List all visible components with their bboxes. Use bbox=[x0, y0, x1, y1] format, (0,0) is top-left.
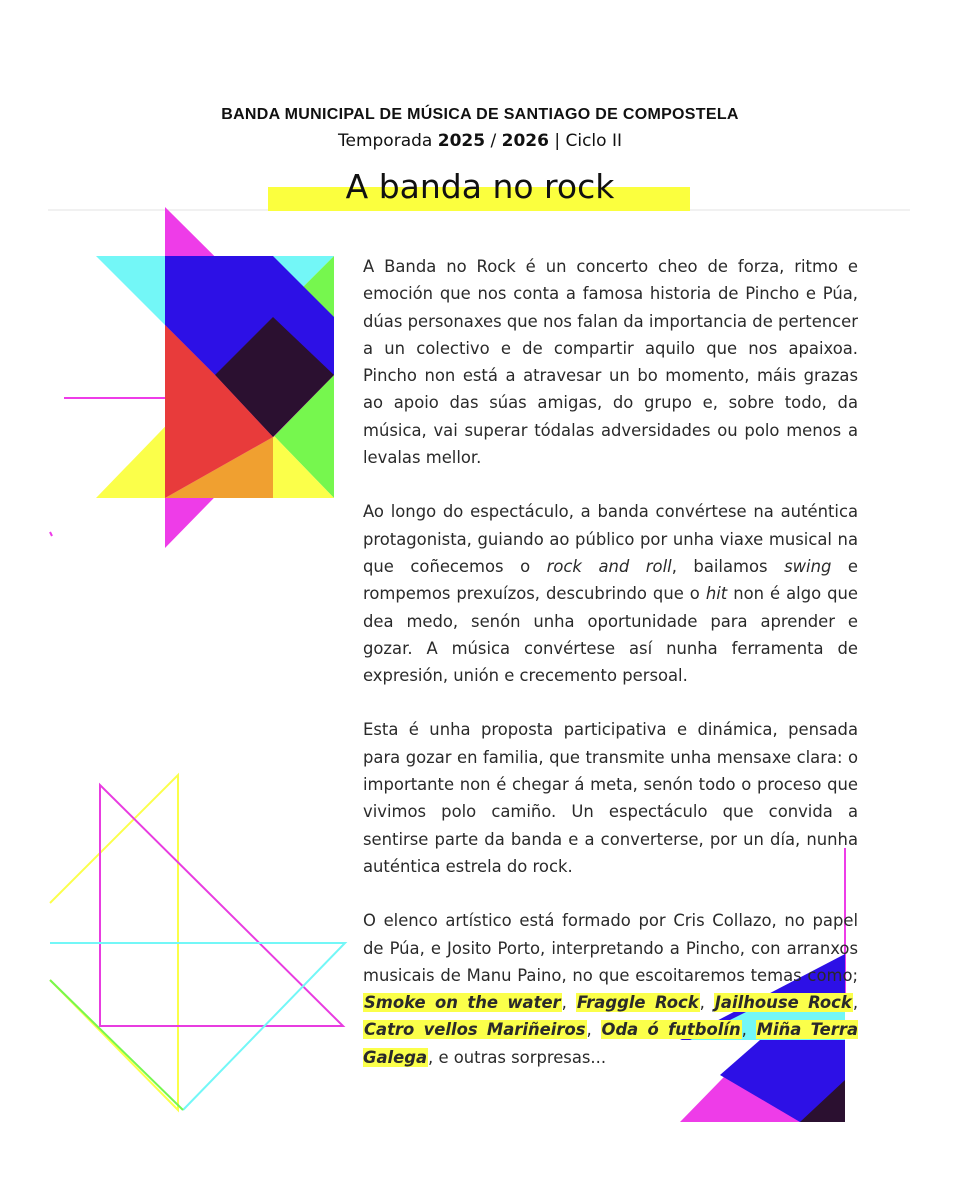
p2-text-b: , bailamos bbox=[671, 556, 785, 576]
bottom-left-line-art bbox=[50, 775, 345, 1110]
song-2: Fraggle Rock bbox=[576, 993, 699, 1013]
song-5: Oda ó futbolín bbox=[601, 1020, 741, 1040]
paragraph-1: A Banda no Rock é un concerto cheo de forza, ritmo e emoción que nos conta a famosa historia de Pincho e Púa, dúas personaxes que nos falan da importancia de pertencer a un colectivo e de compartir aquilo que nos apaixoa. Pincho non está a atravesar un bo momento, máis grazas ao apoio das súas amigas, do grupo e, sobre todo, da música, vai superar tódalas adversidades ou polo menos a levalas mellor. bbox=[363, 257, 858, 468]
p2-hit: hit bbox=[705, 584, 728, 604]
p2-text-d: non é algo que dea medo, senón unha oportunidade para aprender e gozar. A música convértese así nunha ferramenta de expresión, unión e crecemento persoal. bbox=[363, 584, 859, 686]
song-1: Smoke on the water bbox=[364, 993, 561, 1013]
p4-intro: O elenco artístico está formado por Cris Collazo, no papel de Púa, e Josito Porto, interpretando a Pincho, con arranxos musicais de Manu Paino, no que escoitaremos temas como; bbox=[363, 911, 858, 985]
song-separator: , bbox=[741, 1020, 756, 1040]
organization-name: BANDA MUNICIPAL DE MÚSICA DE SANTIAGO DE COMPOSTELA bbox=[221, 106, 739, 123]
p2-text-c: e rompemos prexuízos, descubrindo que o bbox=[363, 556, 859, 604]
season-prefix: Temporada bbox=[338, 131, 433, 151]
top-left-prism-art bbox=[50, 207, 334, 548]
song-separator: , bbox=[561, 993, 576, 1013]
song-separator: , bbox=[586, 1020, 601, 1040]
song-separator: , bbox=[699, 993, 714, 1013]
p2-swing: swing bbox=[784, 556, 832, 576]
season-end: 2026 bbox=[501, 131, 549, 151]
season-separator: / bbox=[490, 131, 497, 151]
song-separator: , bbox=[852, 993, 859, 1013]
article-body bbox=[363, 253, 858, 1098]
page-title: A banda no rock bbox=[345, 167, 615, 206]
song-4: Catro vellos Mariñeiros bbox=[364, 1020, 586, 1040]
paragraph-3: Esta é unha proposta participativa e dinámica, pensada para gozar en familia, que transmite unha mensaxe clara: o importante non é chegar á meta, senón todo o proceso que vivimos polo camiño. Un espectáculo que convida a sentirse parte da banda e a converterse, por un día, nunha auténtica estrela do rock. bbox=[363, 720, 858, 876]
p4-outro: , e outras sorpresas... bbox=[428, 1047, 607, 1067]
paragraph-2 bbox=[363, 498, 858, 689]
season-start: 2025 bbox=[437, 131, 486, 151]
p2-rock-and-roll: rock and roll bbox=[546, 556, 672, 576]
season-line bbox=[0, 131, 960, 151]
p2-text-a: Ao longo do espectáculo, a banda convértese na auténtica protagonista, guiando ao público por unha viaxe musical na que coñecemos o bbox=[363, 502, 858, 576]
song-3: Jailhouse Rock bbox=[714, 993, 852, 1013]
paragraph-4 bbox=[363, 907, 858, 1071]
season-cycle: | Ciclo II bbox=[554, 131, 622, 151]
song-6: Miña Terra Galega bbox=[363, 1020, 859, 1067]
